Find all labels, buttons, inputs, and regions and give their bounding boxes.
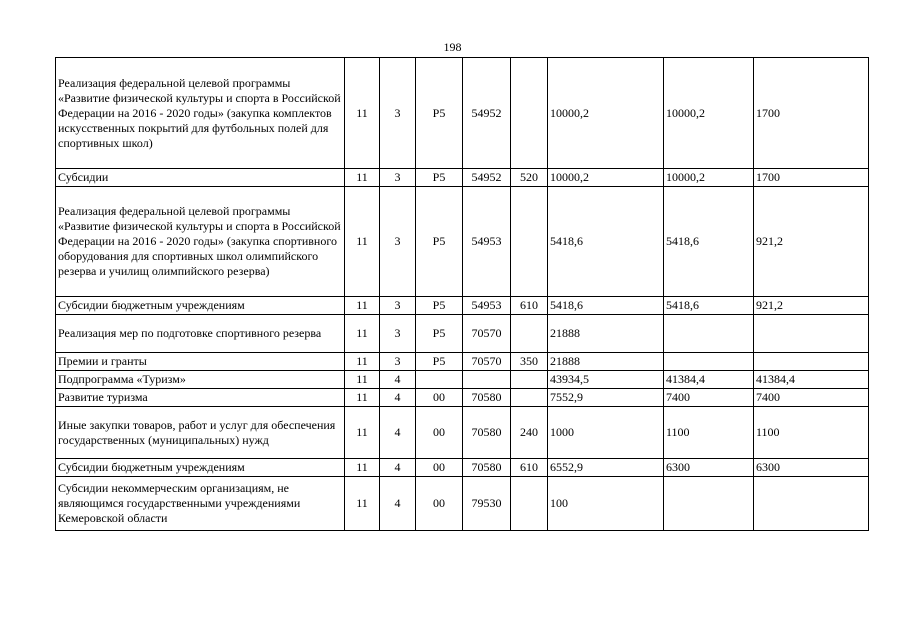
table-row xyxy=(56,315,869,353)
amount-year-2 xyxy=(664,353,754,371)
row-name: Развитие туризма xyxy=(56,389,345,407)
direction-code: 54953 xyxy=(463,297,511,315)
table-row xyxy=(56,371,869,389)
table-row xyxy=(56,58,869,169)
subsection-code: 4 xyxy=(380,371,416,389)
amount-year-2 xyxy=(664,315,754,353)
expense-type-code: 240 xyxy=(511,407,548,459)
program-code: Р5 xyxy=(416,187,463,297)
amount-year-1: 10000,2 xyxy=(548,169,664,187)
amount-year-3: 41384,4 xyxy=(754,371,869,389)
amount-year-1: 5418,6 xyxy=(548,297,664,315)
section-code: 11 xyxy=(345,187,380,297)
amount-year-3: 6300 xyxy=(754,459,869,477)
direction-code: 54952 xyxy=(463,169,511,187)
amount-year-2: 10000,2 xyxy=(664,58,754,169)
amount-year-3: 1100 xyxy=(754,407,869,459)
section-code: 11 xyxy=(345,169,380,187)
direction-code: 70580 xyxy=(463,459,511,477)
direction-code xyxy=(463,371,511,389)
direction-code: 70570 xyxy=(463,353,511,371)
amount-year-3: 7400 xyxy=(754,389,869,407)
subsection-code: 4 xyxy=(380,477,416,531)
direction-code: 54953 xyxy=(463,187,511,297)
amount-year-3 xyxy=(754,353,869,371)
section-code: 11 xyxy=(345,315,380,353)
section-code: 11 xyxy=(345,353,380,371)
program-code: 00 xyxy=(416,389,463,407)
expense-type-code xyxy=(511,477,548,531)
program-code: 00 xyxy=(416,477,463,531)
direction-code: 70570 xyxy=(463,315,511,353)
program-code: 00 xyxy=(416,459,463,477)
row-name: Премии и гранты xyxy=(56,353,345,371)
amount-year-3 xyxy=(754,477,869,531)
program-code: 00 xyxy=(416,407,463,459)
row-name: Реализация мер по подготовке спортивного резерва xyxy=(56,315,345,353)
section-code: 11 xyxy=(345,371,380,389)
subsection-code: 4 xyxy=(380,459,416,477)
section-code: 11 xyxy=(345,58,380,169)
direction-code: 54952 xyxy=(463,58,511,169)
amount-year-2: 5418,6 xyxy=(664,187,754,297)
row-name: Субсидии xyxy=(56,169,345,187)
budget-table xyxy=(55,57,869,531)
amount-year-1: 6552,9 xyxy=(548,459,664,477)
program-code: Р5 xyxy=(416,315,463,353)
program-code: Р5 xyxy=(416,58,463,169)
amount-year-1: 7552,9 xyxy=(548,389,664,407)
expense-type-code xyxy=(511,315,548,353)
subsection-code: 4 xyxy=(380,407,416,459)
subsection-code: 3 xyxy=(380,169,416,187)
amount-year-3: 1700 xyxy=(754,169,869,187)
row-name: Реализация федеральной целевой программы «Развитие физической культуры и спорта в Российской Федерации на 2016 - 2020 годы» (закупка спортивного оборудования для спортивных школ олимпийского резерва и училищ олимпийского резерва) xyxy=(56,187,345,297)
amount-year-3 xyxy=(754,315,869,353)
subsection-code: 3 xyxy=(380,315,416,353)
amount-year-2: 7400 xyxy=(664,389,754,407)
expense-type-code: 610 xyxy=(511,297,548,315)
expense-type-code: 520 xyxy=(511,169,548,187)
amount-year-1: 1000 xyxy=(548,407,664,459)
amount-year-3: 921,2 xyxy=(754,297,869,315)
amount-year-2 xyxy=(664,477,754,531)
amount-year-2: 1100 xyxy=(664,407,754,459)
table-row xyxy=(56,407,869,459)
subsection-code: 4 xyxy=(380,389,416,407)
section-code: 11 xyxy=(345,389,380,407)
amount-year-1: 43934,5 xyxy=(548,371,664,389)
table-row xyxy=(56,297,869,315)
table-row xyxy=(56,459,869,477)
section-code: 11 xyxy=(345,477,380,531)
amount-year-1: 5418,6 xyxy=(548,187,664,297)
table-row xyxy=(56,389,869,407)
row-name: Субсидии бюджетным учреждениям xyxy=(56,297,345,315)
table-row xyxy=(56,187,869,297)
program-code: Р5 xyxy=(416,297,463,315)
amount-year-2: 41384,4 xyxy=(664,371,754,389)
amount-year-2: 5418,6 xyxy=(664,297,754,315)
section-code: 11 xyxy=(345,297,380,315)
row-name: Субсидии бюджетным учреждениям xyxy=(56,459,345,477)
expense-type-code xyxy=(511,389,548,407)
row-name: Подпрограмма «Туризм» xyxy=(56,371,345,389)
program-code: Р5 xyxy=(416,169,463,187)
table-row xyxy=(56,169,869,187)
amount-year-3: 921,2 xyxy=(754,187,869,297)
amount-year-3: 1700 xyxy=(754,58,869,169)
direction-code: 79530 xyxy=(463,477,511,531)
subsection-code: 3 xyxy=(380,187,416,297)
amount-year-1: 21888 xyxy=(548,315,664,353)
row-name: Реализация федеральной целевой программы «Развитие физической культуры и спорта в Российской Федерации на 2016 - 2020 годы» (закупка комплектов искусственных покрытий для футбольных полей для спортивных школ) xyxy=(56,58,345,169)
table-row xyxy=(56,353,869,371)
section-code: 11 xyxy=(345,407,380,459)
expense-type-code xyxy=(511,371,548,389)
amount-year-1: 10000,2 xyxy=(548,58,664,169)
table-row xyxy=(56,477,869,531)
amount-year-1: 100 xyxy=(548,477,664,531)
expense-type-code: 350 xyxy=(511,353,548,371)
row-name: Иные закупки товаров, работ и услуг для обеспечения государственных (муниципальных) нужд xyxy=(56,407,345,459)
amount-year-1: 21888 xyxy=(548,353,664,371)
subsection-code: 3 xyxy=(380,297,416,315)
program-code: Р5 xyxy=(416,353,463,371)
subsection-code: 3 xyxy=(380,58,416,169)
expense-type-code xyxy=(511,187,548,297)
amount-year-2: 6300 xyxy=(664,459,754,477)
row-name: Субсидии некоммерческим организациям, не являющимся государственными учреждениями Кемеровской области xyxy=(56,477,345,531)
program-code xyxy=(416,371,463,389)
subsection-code: 3 xyxy=(380,353,416,371)
expense-type-code: 610 xyxy=(511,459,548,477)
section-code: 11 xyxy=(345,459,380,477)
direction-code: 70580 xyxy=(463,407,511,459)
direction-code: 70580 xyxy=(463,389,511,407)
amount-year-2: 10000,2 xyxy=(664,169,754,187)
page-number: 198 xyxy=(443,40,462,54)
expense-type-code xyxy=(511,58,548,169)
